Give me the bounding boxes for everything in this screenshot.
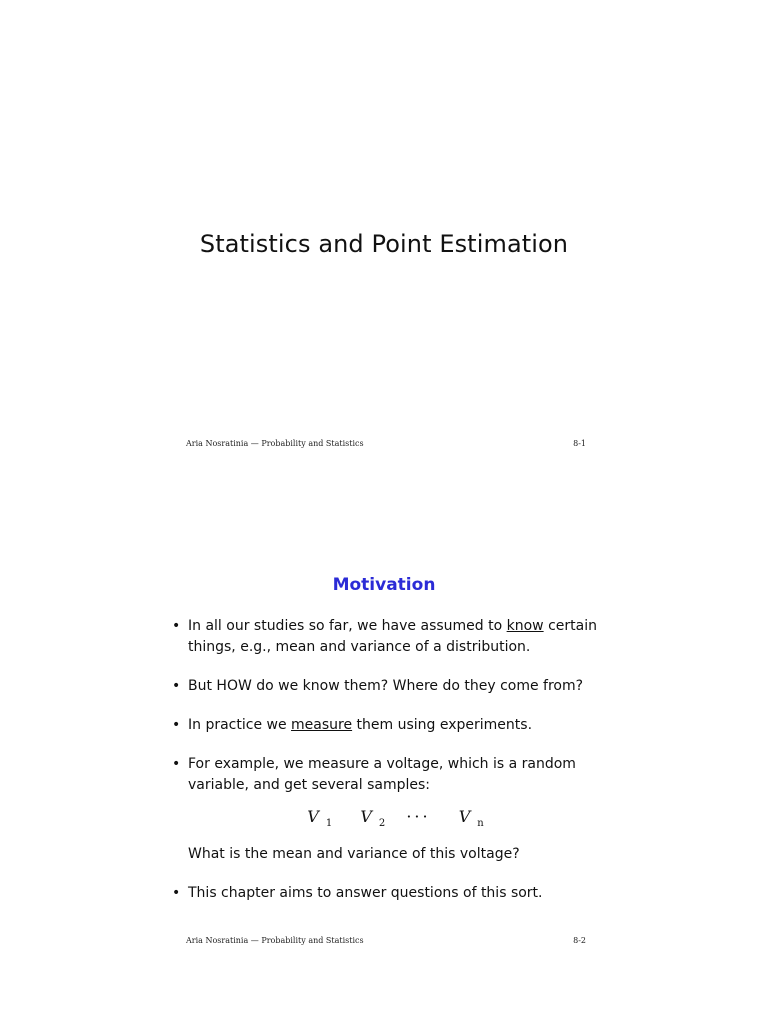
underlined-word: know — [506, 618, 544, 634]
list-item: • This chapter aims to answer questions of this sort. — [172, 883, 612, 904]
list-item: • But HOW do we know them? Where do they come from? — [172, 676, 612, 697]
bullet-icon: • — [172, 756, 181, 772]
bullet-icon: • — [172, 618, 181, 634]
underlined-word: measure — [291, 717, 353, 733]
footer-author: Aria Nosratinia — Probability and Statistics — [186, 439, 364, 448]
slide-1 — [0, 0, 768, 500]
bullet-icon: • — [172, 678, 181, 694]
footer-page-number: 8-2 — [573, 936, 586, 945]
list-item: • In practice we measure them using experiments. — [172, 715, 612, 736]
list-item: • In all our studies so far, we have assumed to know certain things, e.g., mean and variance of a distribution. — [172, 618, 597, 655]
footer-author: Aria Nosratinia — Probability and Statistics — [186, 936, 364, 945]
sample-sequence-formula: V $_1$ V $_2$ ··· V $_n$ — [307, 807, 484, 830]
slide-title: Motivation — [332, 575, 436, 595]
follow-up-question: What is the mean and variance of this voltage? — [188, 846, 520, 863]
bullet-list — [172, 616, 612, 922]
bullet-icon: • — [172, 717, 181, 733]
page-title: Statistics and Point Estimation — [199, 230, 569, 258]
list-item: • For example, we measure a voltage, which is a random variable, and get several samples: V $_1$ V $_2$ ··· V $_n$ What is the mean and variance of this voltage? — [172, 754, 612, 865]
slide-2 — [0, 500, 768, 1024]
footer-page-number: 8-1 — [573, 439, 586, 448]
bullet-icon: • — [172, 885, 181, 902]
